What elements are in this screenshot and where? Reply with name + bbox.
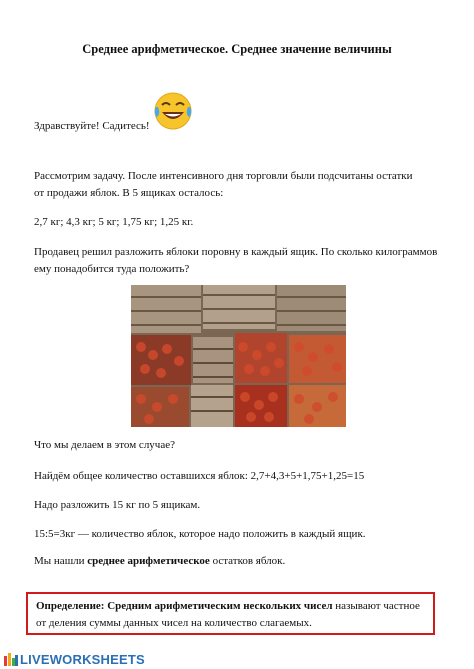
found-bold: среднее арифметическое <box>87 555 210 567</box>
definition-bold: Определение: Средним арифметическим нескольких чисел <box>36 600 333 612</box>
page-title: Среднее арифметическое. Среднее значение величины <box>82 42 392 56</box>
apple-crates-photo <box>131 285 346 427</box>
step-1: Найдём общее количество оставшихся яблок: 2,7+4,3+5+1,75+1,25=15 <box>34 470 365 482</box>
found-suffix: остатков яблок. <box>209 555 286 567</box>
laughing-tears-emoji-icon <box>152 90 194 132</box>
step-3: 15:5=3кг — количество яблок, которое надо положить в каждый ящик. <box>34 528 366 540</box>
found-line <box>34 553 285 570</box>
problem-line-2: от продажи яблок. В 5 ящиках осталось: <box>34 187 224 199</box>
definition-rest: называют частное <box>332 600 420 612</box>
footer-logo[interactable]: LIVEWORKSHEETS <box>20 652 145 667</box>
step-2: Надо разложить 15 кг по 5 ящикам. <box>34 499 201 511</box>
definition-line-2: от деления суммы данных чисел на количество слагаемых. <box>36 617 312 629</box>
what-do-text: Что мы делаем в этом случае? <box>34 439 175 451</box>
liveworksheets-logo-icon <box>4 653 18 666</box>
definition-box <box>26 592 435 635</box>
values-line: 2,7 кг; 4,3 кг; 5 кг; 1,75 кг; 1,25 кг. <box>34 216 194 228</box>
question-line-1: Продавец решил разложить яблоки поровну в каждый ящик. По сколько килограммов <box>34 246 438 258</box>
found-prefix: Мы нашли <box>34 555 88 567</box>
question-line-2: ему понадобится туда положить? <box>34 263 190 275</box>
problem-line-1: Рассмотрим задачу. После интенсивного дня торговли были подсчитаны остатки <box>34 170 413 182</box>
greeting-text: Здравствуйте! Садитесь! <box>34 120 150 132</box>
